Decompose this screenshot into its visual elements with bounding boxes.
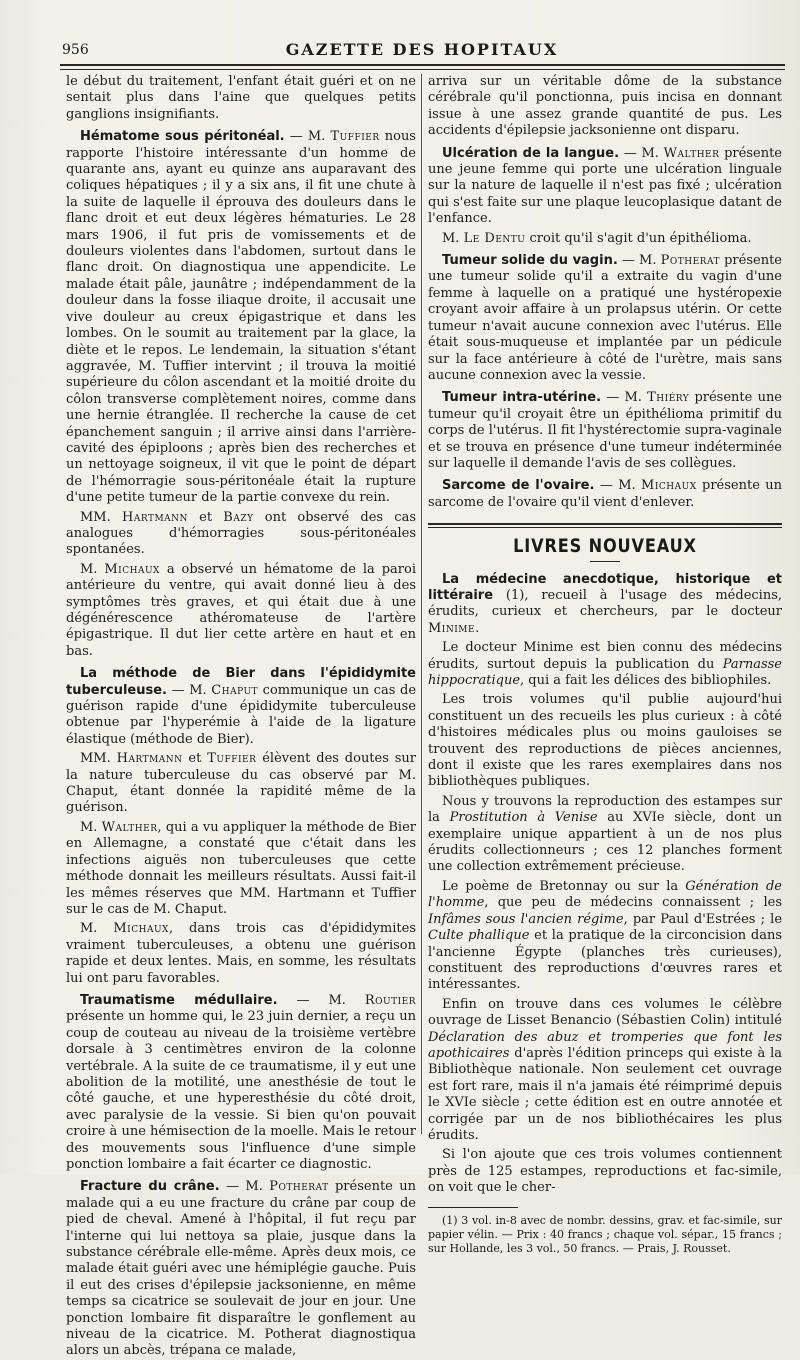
book-title: La médecine anecdotique, historique et littéraire	[428, 571, 782, 603]
section-heading: Sarcome de l'ovaire.	[442, 478, 595, 494]
author-name: Tuffier	[207, 751, 257, 767]
paragraph: Tumeur intra-utérine. — M. Thiéry présente une tumeur qu'il croyait être un épithélioma primitif du corps de l'utérus. Il fit l'hystérectomie supra-vaginale et se trouva en présence d'une tumeur indéterminée sur laquelle il demande l'avis de ses collègues.	[428, 390, 783, 471]
page-number: 956	[62, 42, 89, 58]
paragraph: MM. Hartmann et Tuffier élèvent des doutes sur la nature tuberculeuse du cas observé par M. Chaput, étant donnée la rapidité même de la guérison.	[66, 751, 417, 816]
article-vagin	[428, 253, 782, 384]
author-name: Walther	[663, 145, 720, 161]
section-heading: Fracture du crâne.	[80, 1179, 220, 1195]
author-name: Michaux	[104, 561, 160, 577]
section-heading: Traumatisme médullaire.	[80, 992, 278, 1008]
section-heading: Tumeur intra-utérine.	[442, 390, 602, 406]
title-underline	[590, 561, 620, 562]
author-name: Michaux	[113, 921, 169, 937]
section-heading: Tumeur solide du vagin.	[442, 253, 618, 269]
paragraph: M. Michaux a observé un hématome de la paroi antérieure du ventre, qui avait donné lieu à des symptômes très graves, et qui était due à une dégénérescence athéromateuse de l'artère épigastrique. Il dut lier cette artère en haut et en bas.	[66, 561, 416, 659]
paragraph: Le docteur Minime est bien connu des médecins érudits, surtout depuis la publication du Parnasse hippocratique, qui a fait les délices des bibliophiles.	[428, 640, 782, 688]
paragraph: Si l'on ajoute que ces trois volumes contiennent près de 125 estampes, reproductions et fac-simile, on voit que le cher-	[428, 1147, 782, 1196]
paragraph: MM. Hartmann et Bazy ont observé des cas analogues d'hémorragies sous-péritonéales spontanées.	[66, 509, 417, 558]
author-name: Le Dentu	[463, 230, 526, 246]
article-langue	[428, 146, 782, 247]
article-ovaire	[428, 478, 782, 511]
page-header	[62, 36, 782, 66]
journal-title: GAZETTE DES HOPITAUX	[285, 40, 559, 59]
author-name: Potherat	[660, 253, 720, 269]
author-name: Potherat	[269, 1179, 329, 1195]
paragraph: Ulcération de la langue. — M. Walther présente une jeune femme qui porte une ulcération linguale sur la nature de laquelle il n'est pas fixé ; ulcération qui s'est faite sur une plaque leucoplasique datant de l'enfance.	[428, 145, 782, 227]
paragraph: Traumatisme médullaire. — M. Routier présente un homme qui, le 23 juin dernier, a reçu un coup de couteau au niveau de la troisième vertèbre dorsale à 3 centimètres environ de la colonne vertébrale. A la suite de ce traumatisme, il y eut une abolition de la motilité, une anesthésie de tout le côté gauche, et une hyperesthésie du côté droit, avec paralysie de la vessie. Si bien qu'on pouvait croire à une hémisection de la moelle. Mais le retour des mouvements sous l'influence d'une simple ponction lombaire a fait écarter ce diagnostic.	[66, 992, 416, 1172]
author-name: Routier	[364, 992, 416, 1008]
author-name: Hartmann	[116, 751, 183, 767]
column-divider	[421, 74, 422, 1134]
article-hematome	[66, 129, 416, 660]
article-bier	[66, 666, 416, 987]
author-name: Tuffier	[330, 129, 380, 145]
paragraph: Nous y trouvons la reproduction des estampes sur la Prostitution à Venise au XVIe siècle, dont un exemplaire unique appartient à un de nos plus érudits collectionneurs ; ces 12 planches forment une collection extrêmement précieuse.	[428, 793, 782, 875]
section-heading: Hématome sous péritonéal.	[80, 129, 285, 145]
paragraph: La médecine anecdotique, historique et littéraire (1), recueil à l'usage des médecins, érudits, curieux et chercheurs, par le docteur Minime.	[428, 571, 783, 636]
article-uterine	[428, 390, 782, 472]
paragraph: M. Le Dentu croit qu'il s'agit d'un épithélioma.	[442, 230, 752, 246]
right-column	[428, 74, 783, 1255]
article-crane	[66, 1179, 416, 1359]
paragraph: Le poème de Bretonnay ou sur la Génération de l'homme, que peu de médecins connaissent ; les Infâmes sous l'ancien régime, par Paul d'Estrées ; le Culte phallique et la pratique de la circoncision dans l'ancienne Égypte (planches très curieuses), constituent des reproductions d'œuvres rares et intéressantes.	[428, 878, 783, 993]
paragraph: arriva sur un véritable dôme de la substance cérébrale qu'il ponctionna, puis incisa en donnant issue à une assez grande quantité de pus. Les accidents d'épilepsie jacksonienne ont disparu.	[428, 74, 782, 139]
section-rule	[428, 523, 782, 528]
paragraph: M. Walther, qui a vu appliquer la méthode de Bier en Allemagne, a constaté que c'était dans les infections aiguës non tuberculeuses que cette méthode donnait les meilleurs résultats. Aussi fait-il les mêmes réserves que MM. Hartmann et Tuffier sur le cas de M. Chaput.	[66, 819, 417, 917]
footnote-rule	[428, 1207, 518, 1208]
paragraph: Tumeur solide du vagin. — M. Potherat présente une tumeur solide qu'il a extraite du vagin d'une femme à laquelle on a pratiqué une hystéropexie croyant avoir affaire à un prolapsus utérin. Or cette tumeur n'avait aucune connexion avec l'utérus. Elle était sous-muqueuse et implantée par un pédicule sur la face antérieure à côté de l'urètre, mais sans aucune connexion avec la vessie.	[428, 253, 782, 383]
article-traumatisme	[66, 993, 416, 1173]
paragraph: le début du traitement, l'enfant était guéri et on ne sentait plus dans l'aine que quelques petits ganglions insignifiants.	[66, 74, 416, 122]
header-rule	[60, 64, 785, 70]
section-title: LIVRES NOUVEAUX	[513, 535, 697, 558]
paragraph: Les trois volumes qu'il publie aujourd'hui constituent un des recueils les plus curieux : à côté d'histoires médicales plus ou moins gauloises se trouvent des reproductions de pièces anciennes, dont il existe que les rares exemplaires dans nos bibliothèques publiques.	[428, 692, 782, 790]
author-name: Walther	[101, 819, 158, 835]
paragraph: Enfin on trouve dans ces volumes le célèbre ouvrage de Lisset Benancio (Sébastien Colin) intitulé Déclaration des abuz et tromperies que font les apothicaires d'après l'édition princeps qui existe à la Bibliothèque nationale. Non seulement cet ouvrage est fort rare, mais il n'a jamais été réimprimé depuis le XVIe siècle ; cette édition est en outre annotée et corrigée par un de nos bibliothécaires les plus érudits.	[428, 996, 782, 1143]
paragraph: M. Michaux, dans trois cas d'épididymites vraiment tuberculeuses, a obtenu une guérison rapide et deux lentes. Mais, en somme, les résultats lui ont paru favorables.	[66, 921, 416, 986]
paragraph: Sarcome de l'ovaire. — M. Michaux présente un sarcome de l'ovaire qu'il vient d'enlever.	[428, 478, 783, 510]
paragraph: Fracture du crâne. — M. Potherat présente un malade qui a eu une fracture du crâne par coup de pied de cheval. Amené à l'hôpital, il fut reçu par l'interne qui lui nettoya sa plaie, jusque dans la substance cérébrale elle-même. Après deux mois, ce malade était guéri avec une hémiplégie gauche. Puis il eut des crises d'épilepsie jacksonienne, en même temps sa cicatrice se soulevait de jour en jour. Une ponction lombaire fit disparaître le gonflement au niveau de la cicatrice. M. Potherat diagnostiqua alors un abcès, trépana ce malade,	[66, 1179, 416, 1359]
section-heading: Ulcération de la langue.	[442, 145, 620, 161]
paragraph: Hématome sous péritonéal. — M. Tuffier nous rapporte l'histoire intéressante d'un homme de quarante ans, ayant eu quinze ans auparavant des coliques hépatiques ; il y a six ans, il fit une chute à la suite de laquelle il éprouva des douleurs dans le flanc droit et eut deux légères hématuries. Le 28 mars 1906, il fut pris de vomissements et de douleurs violentes dans l'abdomen, surtout dans le flanc droit. On diagnostiqua une appendicite. Le malade était pâle, jaunâtre ; indépendamment de la douleur dans la fosse iliaque droite, il accusait une vive douleur au creux épigastrique et dans les lombes. On le soumit au traitement par la glace, la diète et le repos. Le lendemain, la situation s'étant aggravée, M. Tuffier intervint ; il trouva la moitié supérieure du côlon ascendant et la moitié droite du côlon transverse complètement noires, comme dans une hernie étranglée. Il recherche la cause de cet épanchement sanguin ; il arrive ainsi dans l'arrière-cavité des épiploons ; après bien des recherches et un nettoyage soigneux, il vit que le point de départ de l'hémorragie sous-péritonéale était la rupture d'une petite tumeur de la partie convexe du rein.	[66, 129, 416, 506]
author-name: Bazy	[223, 509, 254, 525]
author-name: Michaux	[641, 478, 697, 494]
section-heading: La méthode de Bier dans l'épididymite tuberculeuse.	[66, 666, 416, 698]
author-name: Thiéry	[647, 390, 690, 406]
author-name: Minime	[428, 620, 476, 636]
author-name: Chaput	[211, 682, 259, 698]
footnote: (1) 3 vol. in-8 avec de nombr. dessins, grav. et fac-simile, sur papier vélin. — Prix : 40 francs ; chaque vol. sépar., 15 francs ; sur Hollande, les 3 vol., 50 francs. — Prais, J. Rousset.	[428, 1213, 782, 1255]
author-name: Hartmann	[121, 509, 188, 525]
paragraph: La méthode de Bier dans l'épididymite tuberculeuse. — M. Chaput communique un cas de guérison rapide d'une épididymite tuberculeuse obtenue par l'hyperémie à l'aide de la ligature élastique (méthode de Bier).	[66, 666, 417, 747]
left-column	[66, 74, 417, 1359]
